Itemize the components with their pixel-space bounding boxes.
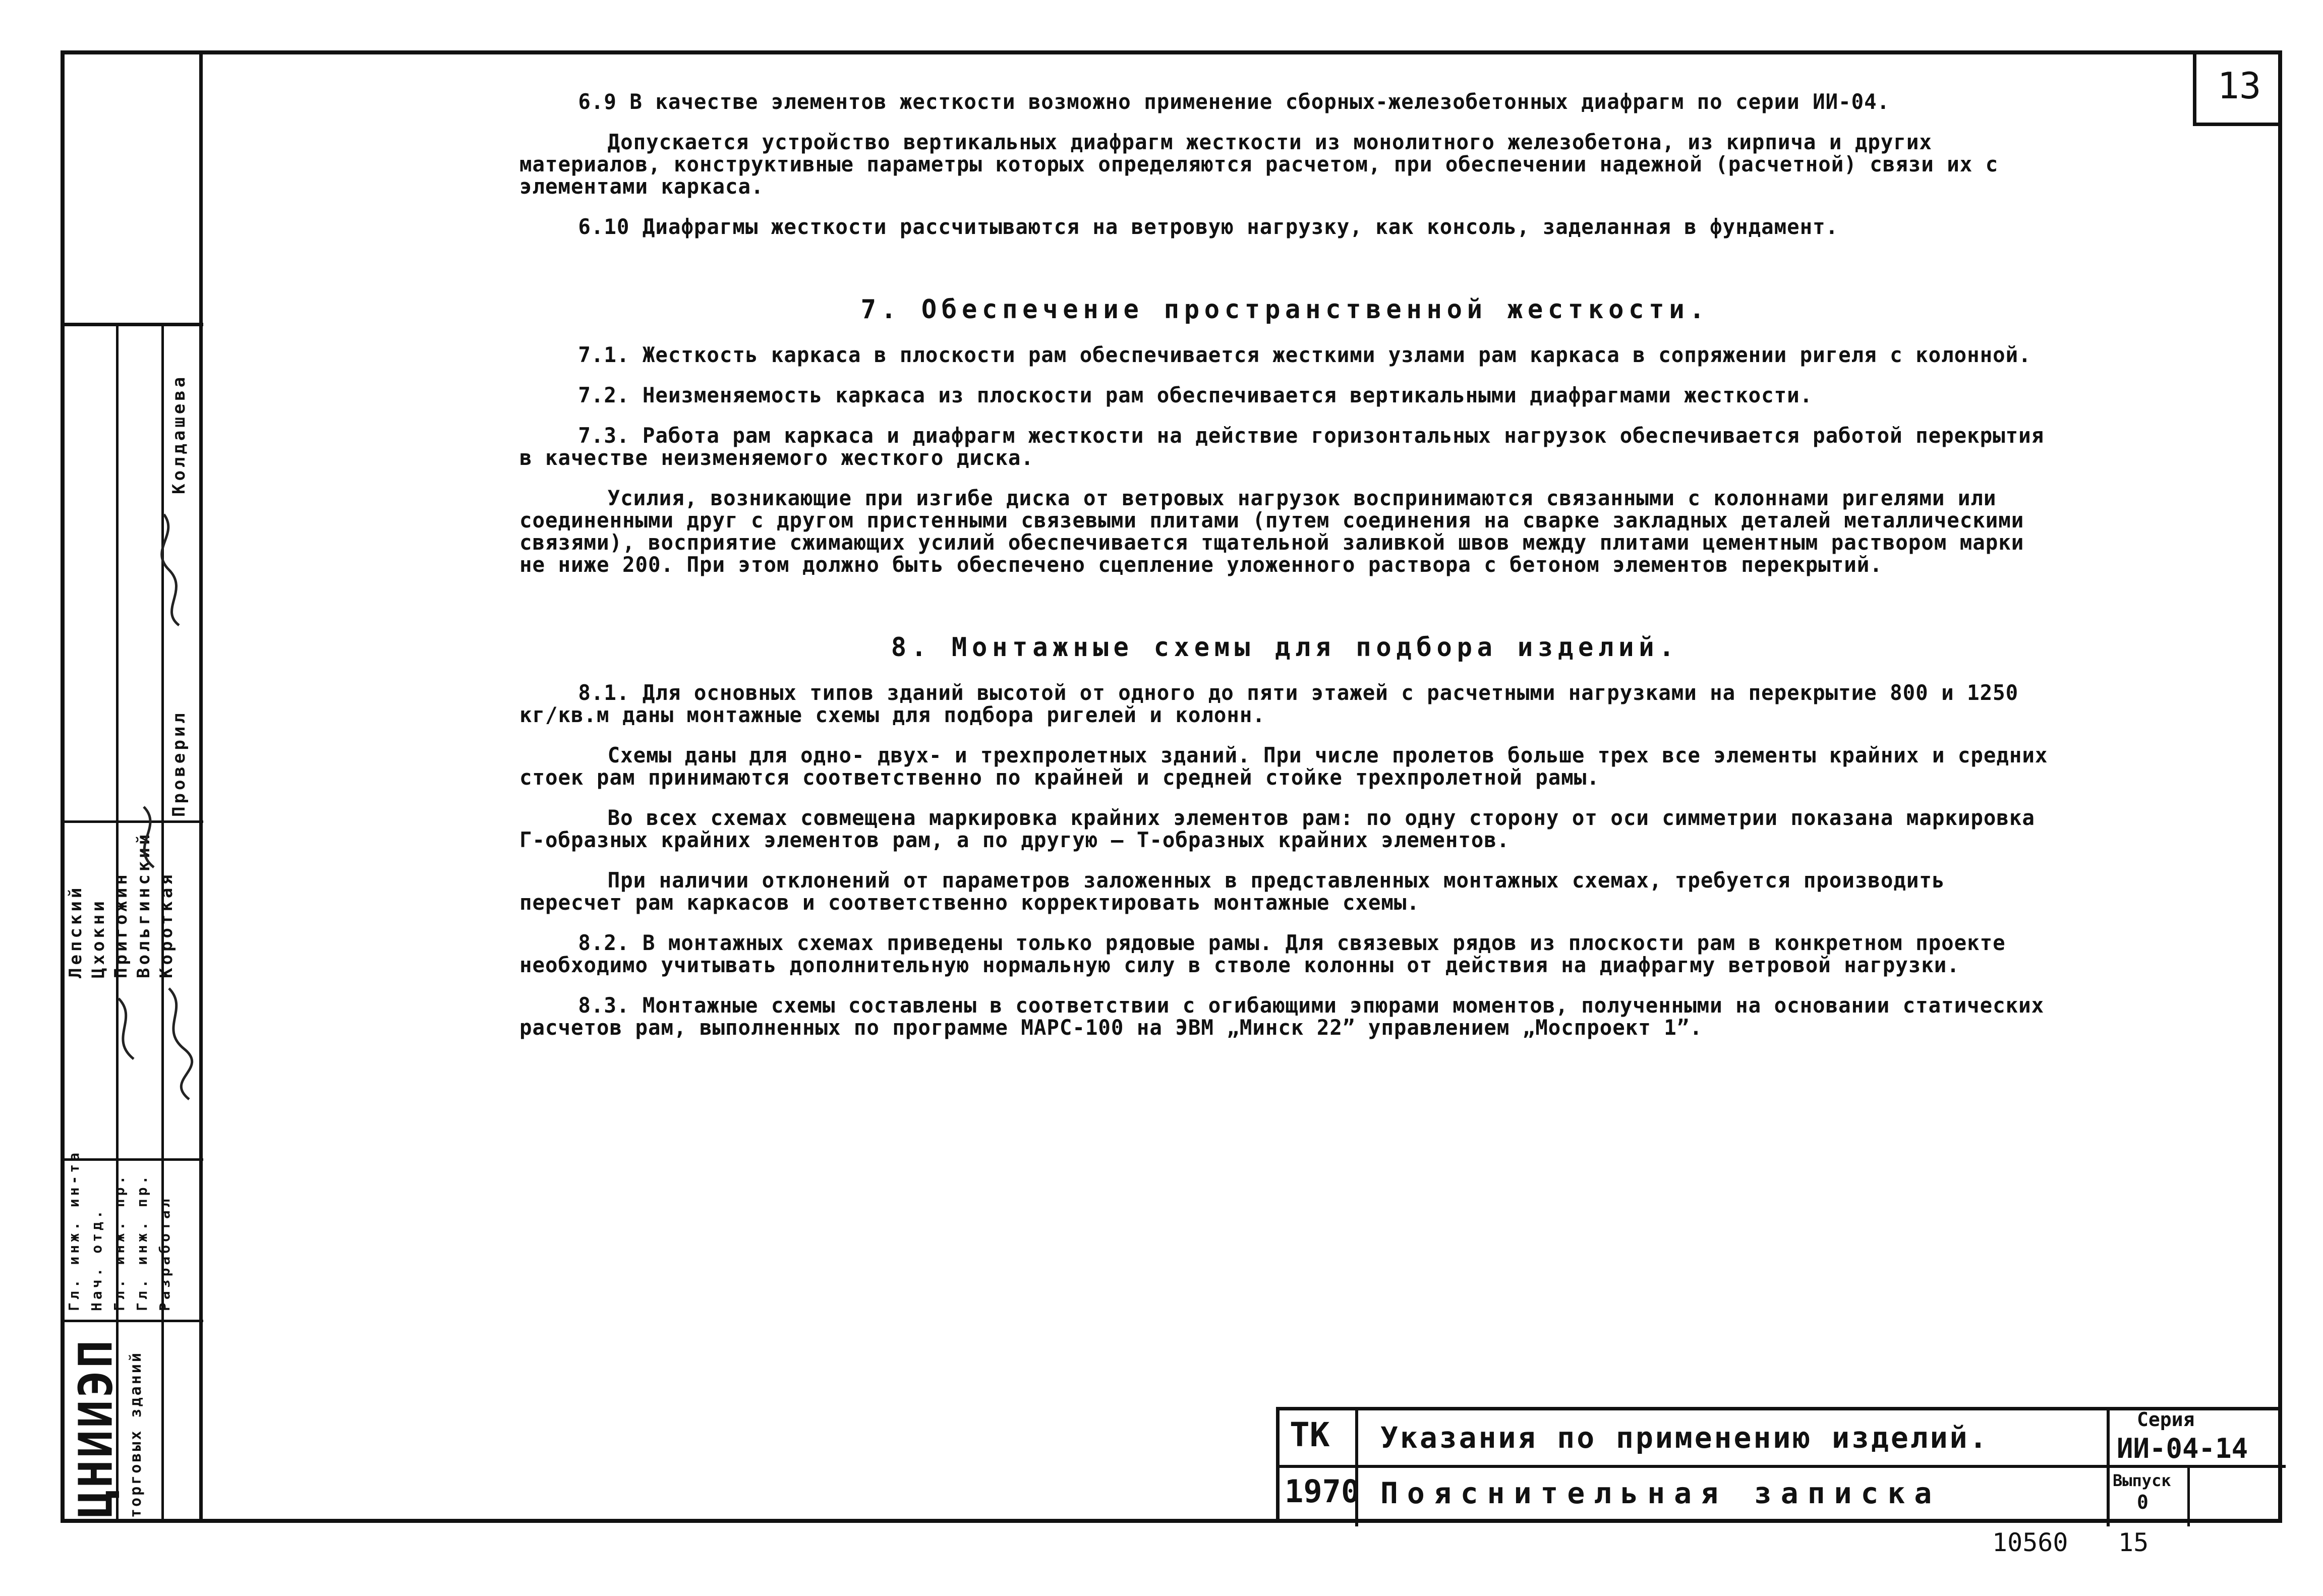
- section-8-title: 8. Монтажные схемы для подбора изделий.: [891, 632, 1679, 663]
- checker-name: Колдашева: [169, 374, 189, 494]
- stamp-name-1: Лепский: [66, 884, 86, 978]
- paragraph-8-1-deviation: При наличии отклонений от параметров заложенных в представленных монтажных схемах, требуется производить пересчет рам каркасов и соответственно корректировать монтажные схемы.: [519, 868, 1945, 915]
- paragraph-8-1-marking: Во всех схемах совмещена маркировка крайних элементов рам: по одну сторону от оси симметрии показана маркировка Г-образных крайних элементов рам, а по другую – Т-образных крайних элементов.: [519, 805, 2035, 852]
- paragraph-7-2: 7.2. Неизменяемость каркаса из плоскости рам обеспечивается вертикальными диафрагмами жесткости.: [578, 383, 1813, 407]
- paragraph-7-3: 7.3. Работа рам каркаса и диафрагм жесткости на действие горизонтальных нагрузок обеспечивается работой перекрытия в качестве неизменяемого жесткого диска.: [519, 423, 2045, 470]
- stamp-role-1: Гл. инж. ин-та: [66, 1149, 82, 1311]
- stamp-name-5: Короткая: [156, 871, 177, 978]
- title-block-divider: [2187, 1465, 2190, 1526]
- series-label: Серия: [2137, 1408, 2195, 1431]
- paragraph-6-9-note: Допускается устройство вертикальных диафрагм жесткости из монолитного железобетона, из кирпича и других материалов, конструктивные параметры которых определяются расчетом, при обеспечении надежной (расчетной) связи их с элементами каркаса.: [519, 130, 1999, 199]
- issue-label: Выпуск: [2113, 1471, 2171, 1490]
- title-block-subtitle: Пояснительная записка: [1380, 1476, 1941, 1510]
- page-number: 13: [2193, 50, 2282, 126]
- stamp-name-4: Вольгинский: [134, 831, 154, 978]
- signatures-graphic: [63, 494, 204, 1150]
- paragraph-8-2: 8.2. В монтажных схемах приведены только рядовые рамы. Для связевых рядов из плоскости рам в конкретном проекте необходимо учитывать дополнительную нормальную силу в стволе колонны от действия на диафрагму ветровой нагрузки.: [519, 930, 2006, 977]
- stamp-name-3: Пригожин: [111, 871, 131, 978]
- title-block-title: Указания по применению изделий.: [1380, 1421, 1989, 1455]
- issue-value: 0: [2137, 1491, 2148, 1513]
- title-block-divider: [1280, 1465, 2286, 1468]
- stamp-role-3: Гл. инж. пр.: [111, 1172, 128, 1311]
- stamp-role-5: Разработал: [156, 1196, 173, 1311]
- paragraph-8-1: 8.1. Для основных типов зданий высотой от одного до пяти этажей с расчетными нагрузками на перекрытие 800 и 1250 кг/кв.м даны монтажные схемы для подбора ригелей и колонн.: [519, 680, 2019, 727]
- title-block-code: ТК: [1290, 1415, 1330, 1454]
- stamp-role-4: Гл. инж. пр.: [134, 1172, 150, 1311]
- inventory-number: 10560: [1992, 1528, 2068, 1557]
- paragraph-7-1: 7.1. Жесткость каркаса в плоскости рам обеспечивается жесткими узлами рам каркаса в сопряжении ригеля с колонной.: [578, 342, 2031, 367]
- check-label: Проверил: [169, 710, 189, 817]
- title-block-divider: [2107, 1410, 2110, 1526]
- paragraph-8-3: 8.3. Монтажные схемы составлены в соответствии с огибающими эпюрами моментов, полученными на основании статических расчетов рам, выполненных по программе МАРС-100 на ЭВМ „Минск 22” управлением „Моспроект 1”.: [519, 993, 2045, 1040]
- organization-logo: ЦНИИЭП: [69, 1338, 123, 1518]
- sheet-number: 15: [2118, 1528, 2149, 1557]
- organization-subtitle: торговых зданий: [127, 1351, 145, 1518]
- series-value: ИИ-04-14: [2117, 1433, 2248, 1464]
- section-7-title: 7. Обеспечение пространственной жесткости.: [860, 294, 1710, 325]
- paragraph-7-3-note: Усилия, возникающие при изгибе диска от ветровых нагрузок воспринимаются связанными с колоннами ригелями или соединенными друг с другом пристенными связевыми плитами (путем соединения на сварке закладных деталей металлическими связями), восприятие сжимающих усилий обеспечивается тщательной заливкой швов между плитами цементным раствором марки не ниже 200. При этом должно быть обеспечено сцепление уложенного раствора с бетоном элементов перекрытий.: [519, 486, 2024, 577]
- title-block-year: 1970: [1285, 1473, 1360, 1510]
- paragraph-8-1-schemes: Схемы даны для одно- двух- и трехпролетных зданий. При числе пролетов больше трех все элементы крайних и средних стоек рам принимаются соответственно по крайней и средней стойке трехпролетной рамы.: [519, 743, 2048, 790]
- title-block: [1276, 1407, 2282, 1523]
- explanatory-text: [519, 91, 2051, 1057]
- paragraph-6-10: 6.10 Диафрагмы жесткости рассчитываются на ветровую нагрузку, как консоль, заделанная в фундамент.: [578, 214, 1839, 239]
- stamp-name-2: Цхокни: [88, 898, 108, 978]
- stamp-role-2: Нач. отд.: [88, 1207, 105, 1311]
- paragraph-6-9: 6.9 В качестве элементов жесткости возможно применение сборных-железобетонных диафрагм по серии ИИ-04.: [578, 89, 1890, 114]
